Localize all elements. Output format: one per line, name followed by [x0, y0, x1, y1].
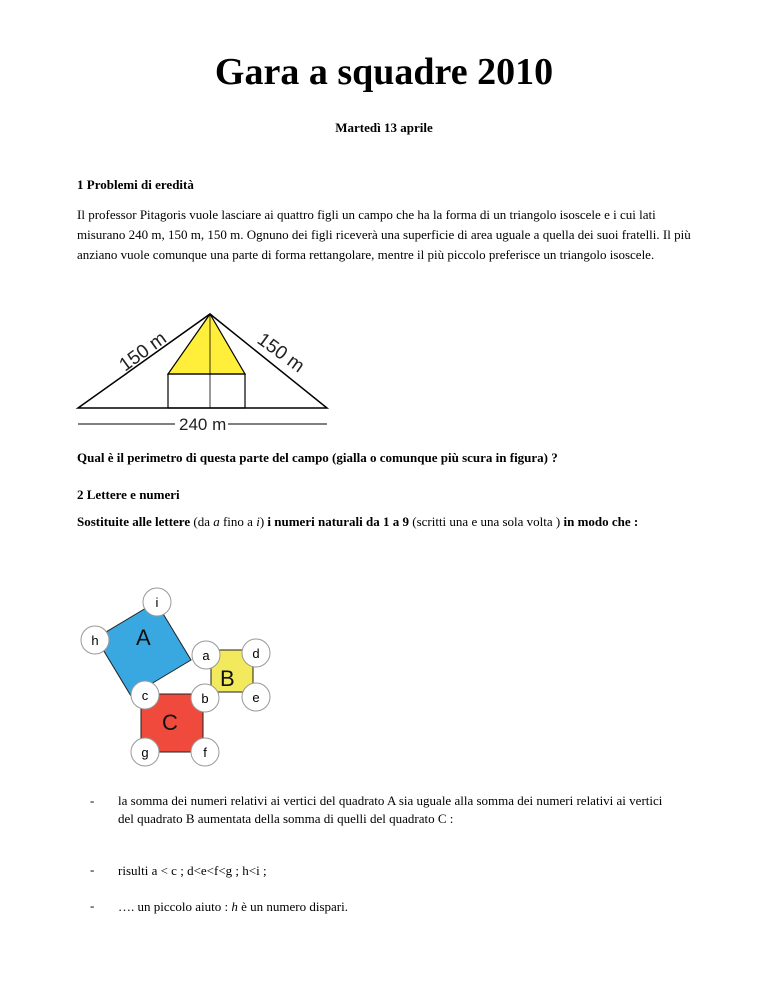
- svg-text:a: a: [202, 648, 210, 663]
- instr-text-1: (da: [190, 514, 214, 529]
- instr-letter-a: a: [213, 514, 220, 529]
- bullet-dash-1: -: [90, 793, 95, 808]
- square-a-label: A: [136, 625, 151, 650]
- problem2-instructions: [77, 512, 697, 532]
- problem1-text: Il professor Pitagoris vuole lasciare ai quattro figli un campo che ha la forma di un triangolo isoscele e i cui lati misurano 240 m, 150 m, 150 m. Ognuno dei figli riceverà una superficie di area uguale a quella dei suoi fratelli. Il più anziano vuole comunque una parte di forma rettangolare, mentre il più piccolo preferisce un triangolo isoscele.: [77, 207, 691, 262]
- circle-g: [131, 738, 159, 766]
- bullet-dash-3: -: [90, 898, 95, 913]
- circle-f: [191, 738, 219, 766]
- svg-text:i: i: [155, 595, 159, 610]
- circle-a: [192, 641, 220, 669]
- squares-figure: [75, 580, 285, 770]
- svg-text:e: e: [252, 690, 260, 705]
- svg-text:c: c: [141, 688, 149, 703]
- problem1-heading: 1 Problemi di eredità: [77, 177, 194, 192]
- circle-b: [191, 684, 219, 712]
- svg-text:g: g: [141, 745, 149, 760]
- instr-text-2: fino a: [219, 514, 257, 529]
- svg-text:f: f: [203, 745, 207, 760]
- circle-e: [242, 683, 270, 711]
- yellow-triangle-part: [168, 314, 245, 374]
- svg-text:h: h: [91, 633, 99, 648]
- circle-c: [131, 681, 159, 709]
- date-line: Martedì 13 aprile: [335, 120, 433, 135]
- bullet-3-letter-h: h: [231, 899, 238, 914]
- left-side-label: 150 m: [115, 328, 171, 377]
- base-label: 240 m: [179, 415, 227, 434]
- triangle-figure: [70, 300, 350, 445]
- svg-text:b: b: [201, 691, 209, 706]
- instr-bold-1: Sostituite alle lettere: [77, 514, 191, 529]
- instr-text-4: (scritti una e una sola volta ): [408, 514, 564, 529]
- instr-letter-i: i: [256, 514, 260, 529]
- page-title: Gara a squadre 2010: [214, 51, 554, 93]
- right-side-label: 150 m: [253, 329, 309, 378]
- bullet-3: [118, 898, 678, 916]
- instr-bold-2: i numeri naturali da 1 a 9: [267, 514, 409, 529]
- bullet-2: risulti a < c ; d<e<f<g ; h<i ;: [118, 863, 267, 878]
- bullet-1: la somma dei numeri relativi ai vertici del quadrato A sia uguale alla somma dei numeri relativi ai vertici del quadrato B aumentata della somma di quelli del quadrato C :: [118, 793, 663, 826]
- rectangle-part: [168, 374, 245, 408]
- svg-text:d: d: [252, 646, 260, 661]
- circle-d: [242, 639, 270, 667]
- circle-i: [143, 588, 171, 616]
- square-b-label: B: [220, 666, 235, 691]
- problem1-question: Qual è il perimetro di questa parte del campo (gialla o comunque più scura in figura) ?: [77, 450, 558, 465]
- bullet-dash-2: -: [90, 862, 95, 877]
- bullet-3-tail: è un numero dispari.: [237, 899, 348, 914]
- instr-bold-3: in modo che :: [563, 514, 639, 529]
- square-c-label: C: [162, 710, 178, 735]
- circle-h: [81, 626, 109, 654]
- instr-text-3: ): [259, 514, 268, 529]
- bullet-3-text: …. un piccolo aiuto :: [118, 899, 232, 914]
- problem2-heading: 2 Lettere e numeri: [77, 487, 180, 502]
